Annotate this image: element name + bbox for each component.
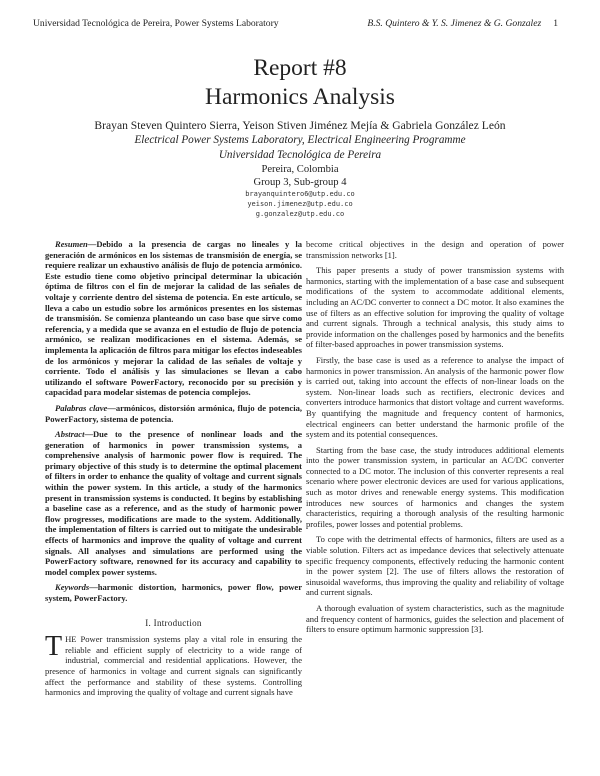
keywords-lead: Keywords	[55, 582, 90, 593]
resumen-text: —Debido a la presencia de cargas no lineales y la generación de armónicos en los sistemas de transmisión de energía, se requiere realizar un exhaustivo análisis de flujo de potencia armónico. Este estudio tiene como objetivo principal determinar la ubicación óptima de filtros con el fin de mejorar la calidad de las señales de voltaje y corriente dentro del sistema de potencia. En este artículo, se lleva a cabo un estudio sobre los armónicos presentes en los sistemas de transmisión. Se comienza planteando un caso base que sirve como referencia, y a medida que se avanza en el estudio de flujo de potencia armónico, se realizan modificaciones en el sistema. Además, se implementa la aplicación de filtros para mitigar los efectos indeseables de los armónicos y mejorar la calidad de las señales de voltaje y corriente. Todo el análisis y las simulaciones se llevan a cabo utilizando el software PowerFactory, reconocido por su precisión y capacidad para modelar sistemas de potencia complejos.	[45, 239, 302, 398]
right-paragraph-0: become critical objectives in the design and operation of power transmission networks [1].	[306, 239, 564, 260]
email-2[interactable]: yeison.jimenez@utp.edu.co	[247, 200, 353, 208]
resumen	[45, 239, 302, 398]
title-block	[0, 54, 600, 219]
right-paragraph-2: Firstly, the base case is used as a reference to analyse the impact of harmonics in power transmission. An analysis of the harmonic power flow is carried out, taking into account the effects of non-linear loads on the system. Non-linear loads such as rectifiers, electronic devices and converters introduce harmonics that distort voltage and current waveforms. By quantifying the magnitude and frequency content of harmonics, electrical engineers can better understand the harmonic profile of the system and its potential consequences.	[306, 354, 564, 440]
location-city: Pereira, Colombia	[261, 164, 339, 175]
page-number: 1	[553, 18, 558, 29]
paper-title	[0, 54, 600, 112]
keywords-text: —harmonic distortion, harmonics, power flow, power system, PowerFactory.	[45, 582, 302, 603]
right-column	[306, 239, 564, 640]
author-list: Brayan Steven Quintero Sierra, Yeison Stiven Jiménez Mejía & Gabriela González León	[94, 119, 506, 132]
keywords	[45, 582, 302, 603]
location-group: Group 3, Sub-group 4	[253, 177, 347, 188]
abstract-text: —Due to the presence of nonlinear loads and the generation of harmonics in power transmission systems, a comprehensive analysis of harmonic power flow is required. The primary objective of this study is to determine the optimal placement of filters in order to enhance the quality of voltage and current signals within the power system. In this article, a study of the harmonics present in transmission systems is conducted. It begins by establishing a baseline case as a reference, and as the study of harmonic power flow progresses, modifications are made to the system. Additionally, the implementation of filters is carried out to mitigate the undesirable effects of harmonics and improve the quality of voltage and current signals. All analyses and simulations are performed using the PowerFactory software, renowned for its accuracy and capability to model complex power systems.	[45, 429, 302, 577]
intro-paragraph-1-text: HE Power transmission systems play a vital role in ensuring the reliable and efficient supply of electricity to a wide range of industrial, commercial and residential applications. However, the presence of harmonics in voltage and current signals can significantly affect the performance and stability of these systems. Controlling harmonics and improving the quality of voltage and current signals have	[45, 634, 302, 698]
drop-cap: T	[45, 631, 63, 663]
affiliation-line-1: Electrical Power Systems Laboratory, Electrical Engineering Programme	[134, 134, 466, 146]
palabras-clave-text: —armónicos, distorsión armónica, flujo de potencia, PowerFactory, sistema de potencia.	[45, 402, 302, 424]
left-column	[45, 239, 302, 703]
affiliation-line-2: Universidad Tecnológica de Pereira	[218, 149, 382, 161]
palabras-clave-lead: Palabras clave	[55, 402, 108, 413]
running-head-left: Universidad Tecnológica de Pereira, Power Systems Laboratory	[33, 18, 279, 29]
section-heading-introduction: I. Introduction	[145, 617, 202, 628]
title-line-2: Harmonics Analysis	[205, 84, 395, 110]
running-head	[33, 17, 558, 31]
abstract	[45, 429, 302, 577]
right-paragraph-5: A thorough evaluation of system characteristics, such as the magnitude and frequency content of harmonics, guides the selection and placement of filters to ensure optimum harmonic suppression [3].	[306, 603, 564, 635]
running-head-authors: B.S. Quintero & Y. S. Jimenez & G. Gonzalez	[367, 18, 542, 29]
title-line-1: Report #8	[253, 55, 347, 81]
right-paragraph-4: To cope with the detrimental effects of harmonics, filters are used as a viable solution. Filters act as impedance devices that selectively attenuate specific frequency components, effectively reducing the harmonic content in the power system [2]. The use of filters allows the restoration of sinusoidal waveforms, thus improving the quality and reliability of voltage and current signals.	[306, 534, 564, 598]
right-paragraph-3: Starting from the base case, the study introduces additional elements into the power transmission system, in particular an AC/DC converter connected to a DC motor. The inclusion of this converter represents a real scenario where power electronic devices are used for various applications, such as motor drives and renewable energy systems. This modification introduces new sources of harmonics and changes the system characteristics, requiring a thorough analysis of the resulting harmonic profiles, power losses and potential problems.	[306, 444, 564, 529]
email-1[interactable]: brayanquintero6@utp.edu.co	[245, 190, 355, 198]
email-3[interactable]: g.gonzalez@utp.edu.co	[255, 210, 345, 218]
running-head-right	[367, 17, 558, 31]
palabras-clave	[45, 403, 302, 424]
abstract-lead: Abstract	[55, 429, 85, 440]
intro-paragraph-1	[45, 631, 302, 698]
right-paragraph-1: This paper presents a study of power transmission systems with harmonics, starting with the implementation of a base case and subsequent modifications of the system to accommodate additional elements, including an AC/DC converter to connect a DC motor. It also examines the use of filters as an effective solution for improving the quality of voltage and current signals. Through a technical analysis, this study aims to provide information on the challenges posed by harmonics and the benefits of filter-based approaches in power transmission systems.	[306, 265, 564, 350]
resumen-lead: Resumen	[55, 239, 88, 249]
